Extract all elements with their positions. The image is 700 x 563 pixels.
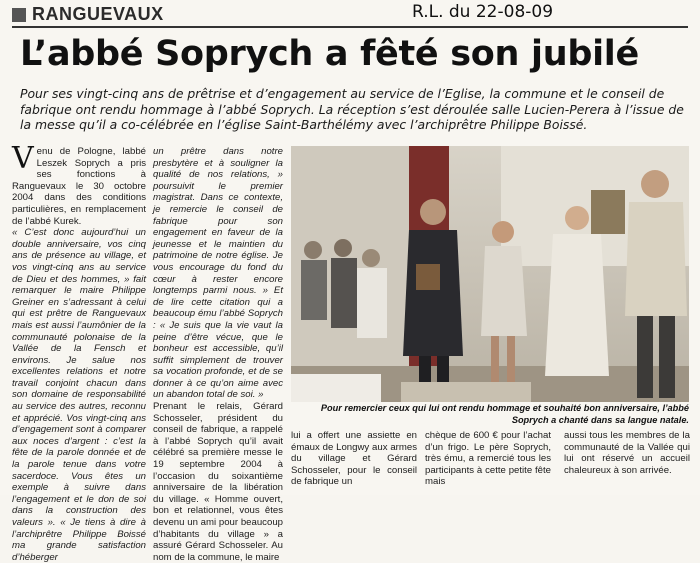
article-column-1	[12, 141, 146, 563]
section-square-icon	[12, 8, 26, 22]
column1-paragraph-1: enu de Pologne, labbé Leszek Soprych a pris ses fonctions à Ranguevaux le 30 octobre 2004 dans des conditions particulières, en remplacement de l’abbé Kurek.	[12, 146, 146, 227]
section-header	[12, 4, 164, 25]
section-title: RANGUEVAUX	[32, 4, 164, 24]
headline: L’abbé Soprych a fêté son jubilé	[20, 34, 639, 74]
article-column-2	[153, 146, 283, 563]
column1-paragraph-2: « C’est donc aujourd’hui un double anniversaire, vos cinq ans de présence au village, et vos vingt-cinq ans au service de Dieu et des hommes, » fait remarquer le maire Philippe Greiner en s’adressant à celui qui est prêtre de Ranguevaux mais est aussi l’aumônier de la communauté polonaise de la Vallée de la Fensch et environs. Je salue nos excellentes relations et notre travail conjoint chacun dans son domaine de responsabilité au service des autres, reconnu et apprécié. Vos vingt-cinq ans d’engagement sont à comparer aux noces d’argent : c’est la fête de la parole donnée et de la parole tenue dans votre sacerdoce. Vous êtes un exemple à suivre dans l’engagement et le don de soi dans la construction des valeurs ». « Je tiens à dire à l’archiprêtre Philippe Boissé ma grande satisfaction d’héberger	[12, 227, 146, 563]
column2-paragraph-1: un prêtre dans notre presbytère et à souligner la qualité de nos relations, » poursuivit le premier magistrat. Dans ce contexte, je remercie le conseil de fabrique pour son engagement en faveur de la jeunesse et le maintien du patrimoine de notre église. Je vous encourage du fond du cœur à rester encore longtemps parmi nous. » Et de lire cette citation qui a beaucoup ému l’abbé Soprych : « Je suis que la vie vaut la peine d’être vécue, que le bonheur est accessible, qu’il suffit simplement de trouver sa vocation profonde, et de se donner à ce qu’on aime avec un abandon total de soi. »	[153, 146, 283, 401]
photo-caption: Pour remercier ceux qui lui ont rendu hommage et souhaité bon anniversaire, l’abbé Soprych a chanté dans sa langue natale.	[320, 403, 689, 425]
column2-paragraph-2: Prenant le relais, Gérard Schosseler, président du conseil de fabrique, a rappelé à l’abbé Soprych qu’il avait célébré sa première messe le 19 septembre 2004 à l’occasion du soixantième anniversaire de la libération du village. « Homme ouvert, bon et relationnel, vous êtes devenu un ami pour beaucoup d’habitants du village » a assuré Gérard Schosseler. Au nom de la commune, le maire	[153, 401, 283, 563]
bottom-paragraph-2: chèque de 600 € pour l’achat d’un frigo. Le père Soprych, très ému, a remercié tous les participants à cette petite fête mais	[425, 430, 551, 488]
bottom-column-3	[564, 430, 690, 476]
bottom-paragraph-3: aussi tous les membres de la communauté de la Vallée qui lui ont réservé un accueil chaleureux à son arrivée.	[564, 430, 690, 476]
drop-cap: V	[12, 141, 34, 176]
event-photo	[291, 146, 689, 402]
header-rule	[12, 26, 688, 28]
bottom-column-2	[425, 430, 551, 488]
source-date-stamp: R.L. du 22-08-09	[412, 2, 554, 22]
bottom-column-1	[291, 430, 417, 488]
bottom-paragraph-1: lui a offert une assiette en émaux de Longwy aux armes du village et Gérard Schosseler, pour le conseil de fabrique un	[291, 430, 417, 488]
lead-paragraph: Pour ses vingt-cinq ans de prêtrise et d’engagement au service de l’Eglise, la commune et le conseil de fabrique ont rendu hommage à l’abbé Soprych. La réception s’est déroulée salle Lucien-Perera à l’issue de la messe qu’il a co-célébrée en l’église Saint-Barthélémy avec l’archiprêtre Philippe Boissé.	[20, 86, 684, 132]
photo-illustration	[291, 146, 689, 402]
